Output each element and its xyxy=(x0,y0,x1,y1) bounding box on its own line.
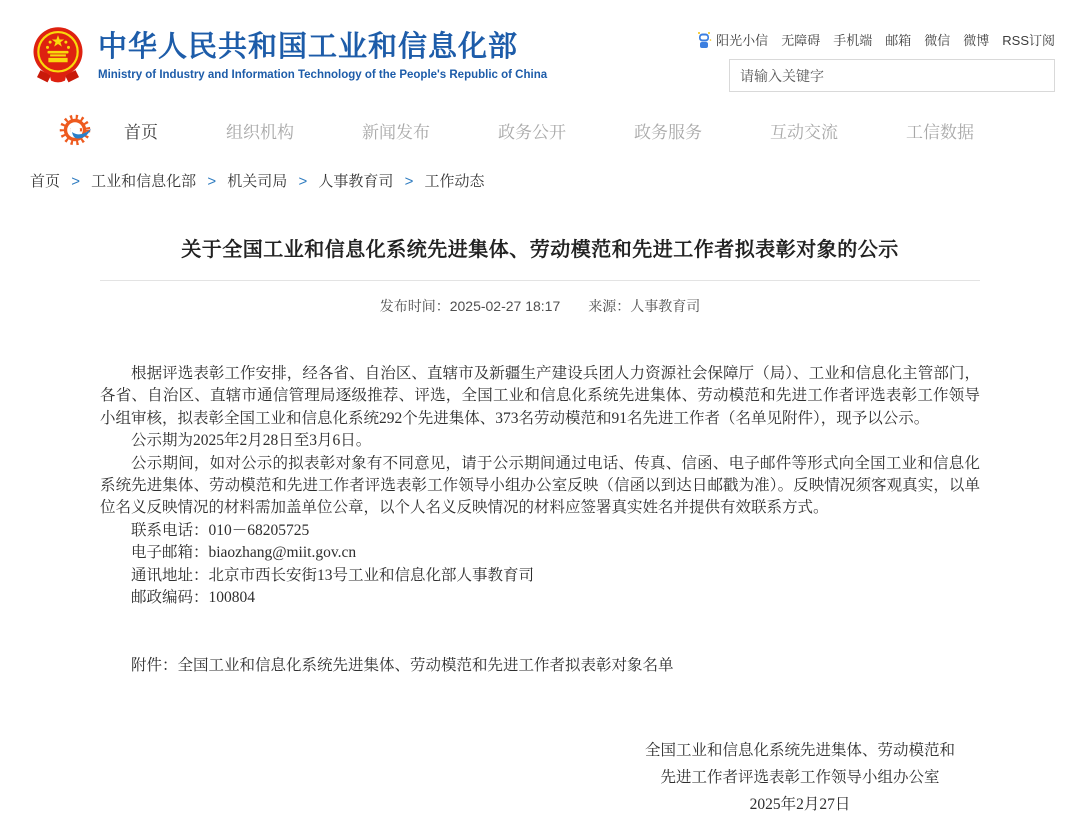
publish-time-value: 2025-02-27 18:17 xyxy=(449,298,561,314)
article xyxy=(100,233,980,818)
breadcrumb-miit[interactable]: 工业和信息化部 xyxy=(91,173,197,190)
breadcrumb-separator: > xyxy=(404,173,414,190)
search-input[interactable] xyxy=(729,59,1055,92)
breadcrumb xyxy=(30,170,1080,191)
paragraph: 公示期为2025年2月28日至3月6日。 xyxy=(131,432,372,450)
breadcrumb-home[interactable]: 首页 xyxy=(30,173,61,190)
breadcrumb-separator: > xyxy=(298,173,308,190)
breadcrumb-departments[interactable]: 机关司局 xyxy=(227,173,288,190)
source-value: 人事教育司 xyxy=(630,298,701,314)
search-box xyxy=(729,59,1055,92)
nav-items xyxy=(124,118,974,143)
attachment-line xyxy=(100,653,980,675)
nav-item-gov-services[interactable]: 政务服务 xyxy=(634,122,702,142)
paragraph: 公示期间，如对公示的拟表彰对象有不同意见，请于公示期间通过电话、传真、信函、电子邮件等形式向全国工业和信息化系统先进集体、劳动模范和先进工作者评选表彰工作领导小组办公室反映（信函以到达日邮戳为准）。反映情况须客观真实，以单位名义反映情况的材料需加盖单位公章，以个人名义反映情况的材料应签署真实姓名并提供有效联系方式。 xyxy=(100,454,980,517)
utility-link-wechat[interactable]: 微信 xyxy=(924,33,951,48)
attachment-link[interactable]: 全国工业和信息化系统先进集体、劳动模范和先进工作者拟表彰对象名单 xyxy=(177,657,674,675)
nav-item-news[interactable]: 新闻发布 xyxy=(362,122,430,142)
miit-gear-logo-icon xyxy=(58,112,94,148)
title-divider xyxy=(100,280,980,281)
utility-link-mobile[interactable]: 手机端 xyxy=(833,33,873,48)
attachment-label: 附件： xyxy=(131,657,178,675)
nav-item-organization[interactable]: 组织机构 xyxy=(226,122,294,142)
site-header xyxy=(0,0,1080,92)
site-title-block xyxy=(98,24,547,81)
contact-phone: 联系电话：010－68205725 xyxy=(131,521,310,539)
signature-date: 2025年2月27日 xyxy=(749,796,851,814)
publish-time-label: 发布时间： xyxy=(379,298,450,314)
breadcrumb-separator: > xyxy=(207,173,217,190)
national-emblem-icon xyxy=(30,24,86,90)
nav-item-gov-disclosure[interactable]: 政务公开 xyxy=(498,122,566,142)
site-brand[interactable] xyxy=(30,24,547,92)
contact-address: 通讯地址：北京市西长安街13号工业和信息化部人事教育司 xyxy=(131,566,535,584)
main-nav xyxy=(58,112,1080,148)
nav-item-data[interactable]: 工信数据 xyxy=(906,122,974,142)
signature-line-1: 全国工业和信息化系统先进集体、劳动模范和 xyxy=(644,742,955,760)
article-title: 关于全国工业和信息化系统先进集体、劳动模范和先进工作者拟表彰对象的公示 xyxy=(181,239,899,261)
article-meta xyxy=(100,296,980,316)
article-body xyxy=(100,363,980,609)
breadcrumb-separator: > xyxy=(71,173,80,190)
utility-links xyxy=(716,30,1055,49)
signature-line-2: 先进工作者评选表彰工作领导小组办公室 xyxy=(660,769,940,787)
utility-link-label[interactable]: 阳光小信 xyxy=(716,33,769,48)
nav-item-interaction[interactable]: 互动交流 xyxy=(770,122,838,142)
utility-link-accessibility[interactable]: 无障碍 xyxy=(781,33,821,48)
utility-link-assistant[interactable] xyxy=(696,30,768,49)
assistant-mascot-icon xyxy=(696,31,712,49)
nav-item-home[interactable]: 首页 xyxy=(124,122,158,142)
utility-link-rss[interactable]: RSS订阅 xyxy=(1002,33,1055,48)
breadcrumb-work-updates[interactable]: 工作动态 xyxy=(424,173,485,190)
breadcrumb-personnel-dept[interactable]: 人事教育司 xyxy=(318,173,394,190)
source-label: 来源： xyxy=(588,298,631,314)
paragraph: 根据评选表彰工作安排，经各省、自治区、直辖市及新疆生产建设兵团人力资源社会保障厅（局）、工业和信息化主管部门，各省、自治区、直辖市通信管理局逐级推荐、评选，全国工业和信息化系统先进集体、劳动模范和先进工作者评选表彰工作领导小组审核，拟表彰全国工业和信息化系统292个先进集体、373名劳动模范和91名先进工作者（名单见附件），现予以公示。 xyxy=(100,365,980,427)
site-title-cn: 中华人民共和国工业和信息化部 xyxy=(98,31,519,63)
site-title-en: Ministry of Industry and Information Technology of the People's Republic of China xyxy=(98,69,548,81)
signature-block xyxy=(630,737,970,818)
header-right xyxy=(716,24,1055,92)
utility-link-weibo[interactable]: 微博 xyxy=(963,33,990,48)
contact-email: 电子邮箱：biaozhang@miit.gov.cn xyxy=(131,544,357,562)
utility-link-mail[interactable]: 邮箱 xyxy=(885,33,912,48)
contact-postcode: 邮政编码：100804 xyxy=(131,589,256,607)
